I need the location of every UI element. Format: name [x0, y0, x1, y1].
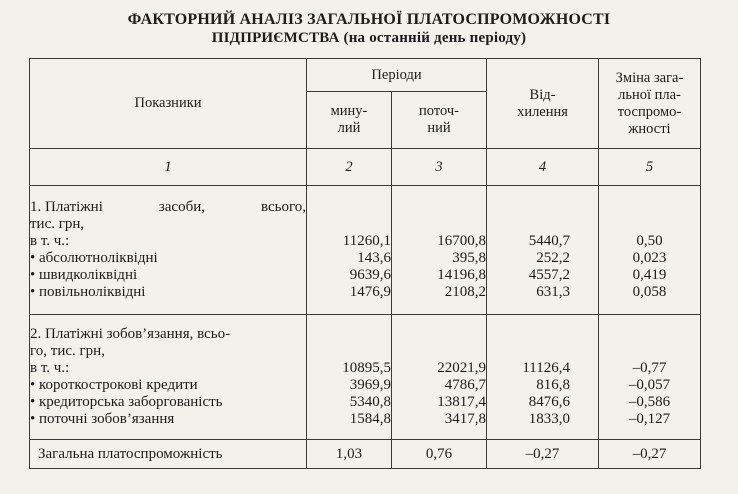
payment-obligations-title: 2. Платіжні зобов’язання, всьо- [30, 326, 231, 342]
header-change-line-1: Зміна зага- [615, 69, 684, 86]
column-number-row [30, 149, 701, 186]
payment-means-change-cell [599, 186, 701, 315]
value: 5440,7 [528, 233, 570, 249]
table-row-payment-means [30, 186, 701, 315]
payment-means-current-cell [392, 186, 487, 315]
payment-means-unit: тис. грн, [30, 216, 85, 232]
payment-means-item-label: • швидколіквідні [30, 267, 138, 283]
table-row-overall-solvency [30, 440, 701, 469]
payment-obligations-previous-cell [307, 315, 392, 440]
column-number: 4 [487, 149, 599, 186]
header-change-line-2: льної пла- [618, 86, 681, 103]
value: 11126,4 [522, 360, 570, 376]
payment-means-title-word: всього, [260, 199, 306, 215]
header-previous-line-1: мину- [330, 103, 368, 119]
column-number: 1 [30, 149, 307, 186]
overall-previous: 1,03 [307, 440, 392, 469]
payment-obligations-item-label: • поточні зобов’язання [30, 411, 175, 427]
value: 9639,6 [349, 267, 391, 283]
value: 8476,6 [528, 394, 570, 410]
value: 16700,8 [437, 233, 486, 249]
value: –0,586 [628, 394, 671, 410]
overall-deviation: –0,27 [487, 440, 599, 469]
header-previous-line-2: лий [337, 120, 361, 136]
header-current-line-1: поточ- [419, 103, 459, 119]
value: 0,419 [632, 267, 667, 283]
column-number: 2 [307, 149, 392, 186]
column-number: 3 [392, 149, 487, 186]
value: 395,8 [452, 250, 486, 266]
value: 5340,8 [349, 394, 391, 410]
value: 0,023 [632, 250, 667, 266]
payment-means-title [30, 199, 306, 216]
value: 143,6 [357, 250, 391, 266]
value: 14196,8 [437, 267, 486, 283]
header-deviation-line-2: хилення [517, 103, 568, 120]
header-deviation [487, 59, 599, 149]
value: 1476,9 [349, 284, 391, 300]
title-line-1: ФАКТОРНИЙ АНАЛІЗ ЗАГАЛЬНОЇ ПЛАТОСПРОМОЖНОСТІ [127, 11, 611, 28]
value: 10895,5 [342, 360, 391, 376]
value: 3969,9 [349, 377, 391, 393]
header-indicators: Показники [30, 59, 307, 149]
value: 1833,0 [528, 411, 570, 427]
table-title [0, 10, 738, 48]
value: 4786,7 [444, 377, 486, 393]
value: 3417,8 [444, 411, 486, 427]
payment-obligations-item-label: • короткострокові кредити [30, 377, 198, 393]
header-previous [307, 92, 392, 149]
overall-current: 0,76 [392, 440, 487, 469]
payment-obligations-unit: го, тис. грн, [30, 343, 105, 359]
value: 816,8 [536, 377, 570, 393]
value: –0,77 [632, 360, 667, 376]
header-change-line-3: тоспромо- [617, 103, 682, 120]
value: 252,2 [536, 250, 570, 266]
value: 631,3 [536, 284, 570, 300]
payment-means-title-word: засоби, [158, 199, 205, 215]
column-number: 5 [599, 149, 701, 186]
payment-obligations-deviation-cell [487, 315, 599, 440]
payment-obligations-item-label: • кредиторська заборгованість [30, 394, 223, 410]
overall-change: –0,27 [599, 440, 701, 469]
table-row-payment-obligations [30, 315, 701, 440]
payment-means-deviation-cell [487, 186, 599, 315]
overall-label: Загальна платоспроможність [30, 440, 307, 469]
payment-obligations-change-cell [599, 315, 701, 440]
value: 22021,9 [437, 360, 486, 376]
value: 0,50 [636, 233, 663, 249]
value: –0,057 [628, 377, 671, 393]
value: 11260,1 [342, 233, 391, 249]
header-periods: Періоди [307, 59, 487, 92]
value: 13817,4 [437, 394, 486, 410]
value: 4557,2 [528, 267, 570, 283]
value: –0,127 [628, 411, 671, 427]
factor-analysis-table [29, 58, 701, 469]
header-change [599, 59, 701, 149]
payment-obligations-label-cell [30, 315, 307, 440]
header-change-line-4: жності [628, 120, 671, 137]
value: 0,058 [632, 284, 667, 300]
payment-means-including: в т. ч.: [30, 233, 70, 249]
value: 1584,8 [349, 411, 391, 427]
value: 2108,2 [444, 284, 486, 300]
payment-means-label-cell [30, 186, 307, 315]
header-deviation-line-1: Від- [529, 86, 556, 103]
header-current-line-2: ний [427, 120, 451, 136]
payment-means-title-word: 1. Платіжні [30, 199, 103, 215]
payment-obligations-including: в т. ч.: [30, 360, 70, 376]
payment-means-item-label: • повільноліквідні [30, 284, 146, 300]
payment-means-previous-cell [307, 186, 392, 315]
title-line-2: ПІДПРИЄМСТВА (на останній день періоду) [211, 30, 527, 46]
payment-means-item-label: • абсолютноліквідні [30, 250, 158, 266]
header-current [392, 92, 487, 149]
payment-obligations-current-cell [392, 315, 487, 440]
